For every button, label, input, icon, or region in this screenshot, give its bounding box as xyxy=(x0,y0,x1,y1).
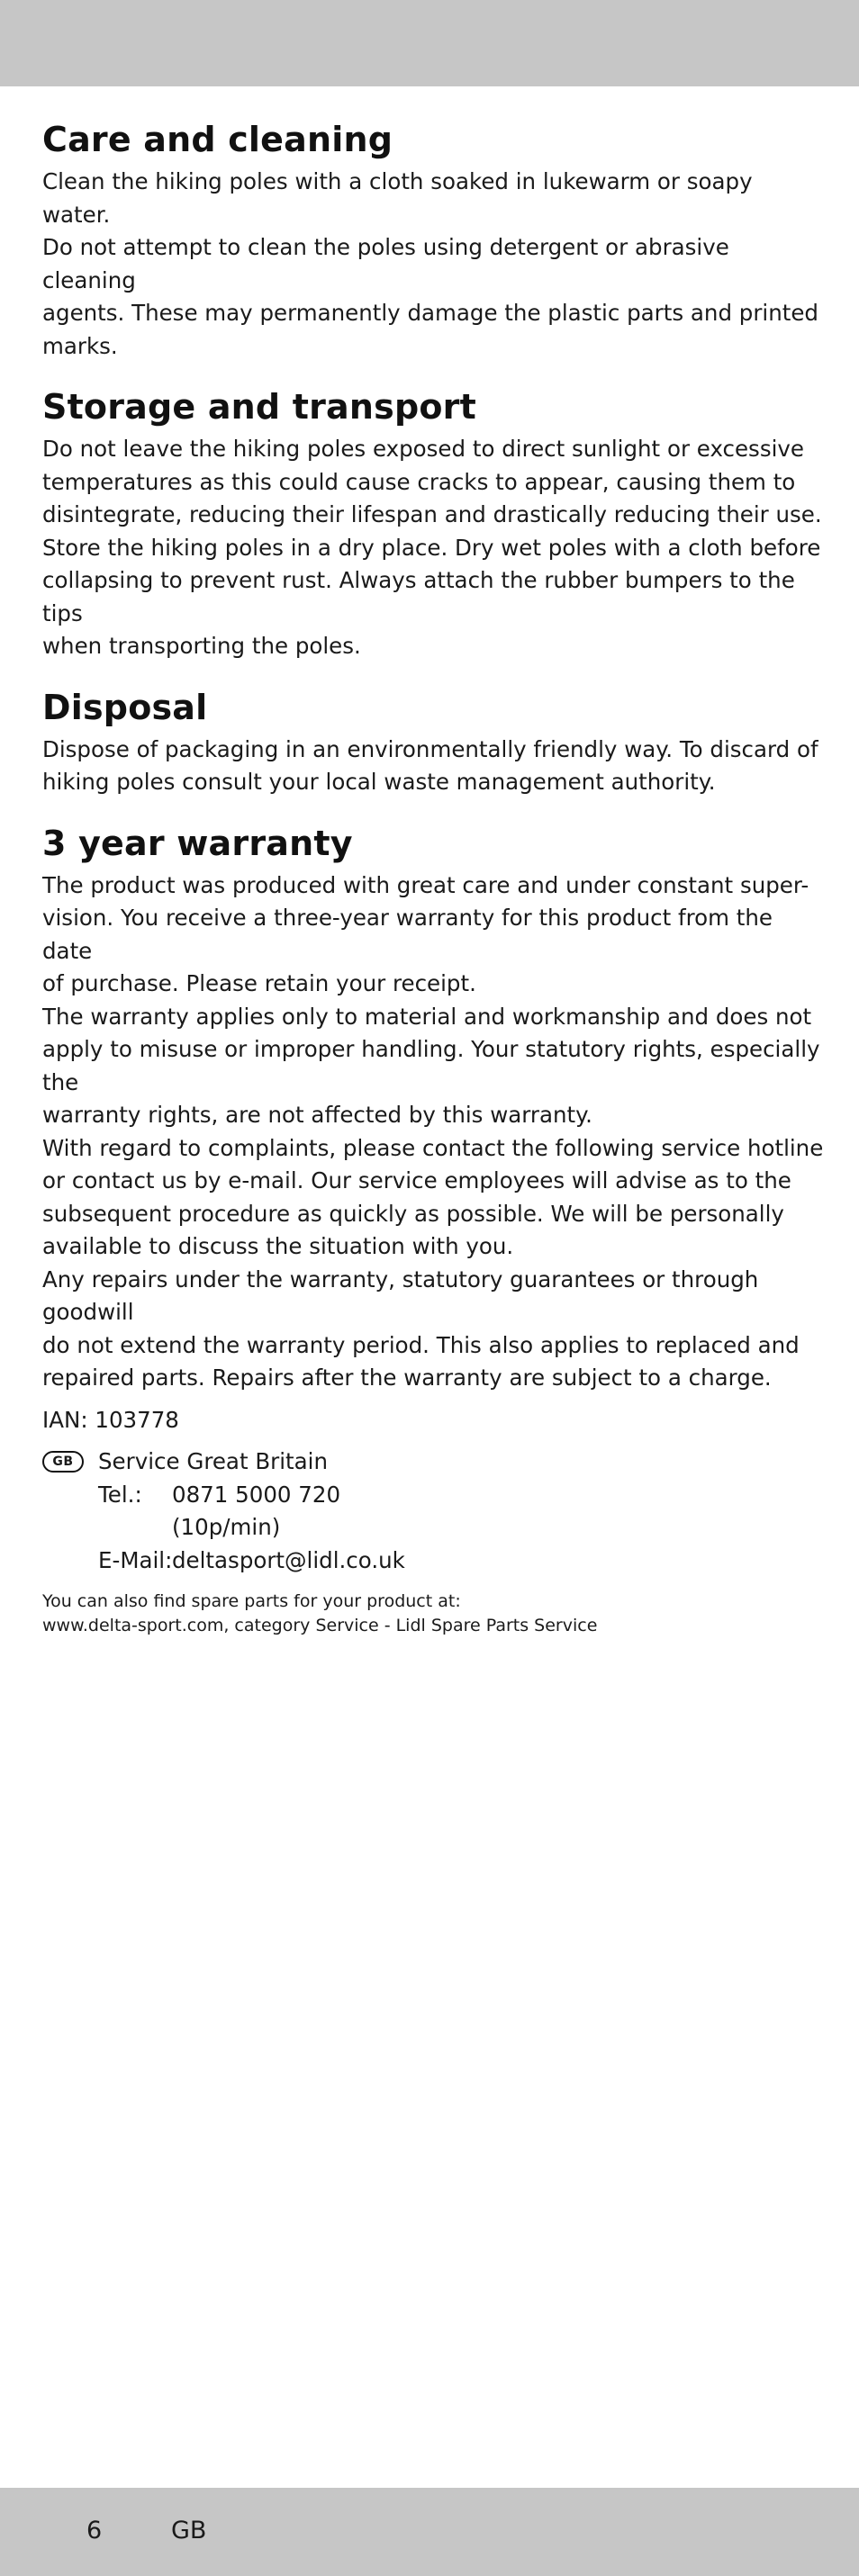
spare-parts-line: You can also find spare parts for your product at: xyxy=(42,1591,461,1611)
service-rate-row xyxy=(98,1511,826,1545)
section-text: Do not leave the hiking poles exposed to direct sunlight or excessive temperatures as this could cause cracks to appear, causing them to disintegrate, reducing their lifespan and drastically reducing their use. Store the hiking poles in a dry place. Dry wet poles with a cloth before collapsing to prevent rust. Always attach the rubber bumpers to the tips when transporting the poles. xyxy=(42,436,822,659)
country-badge: GB xyxy=(42,1451,84,1473)
section-heading: Storage and transport xyxy=(42,387,476,427)
section-warranty xyxy=(42,823,826,1395)
service-email-row xyxy=(98,1545,826,1578)
spare-parts-note xyxy=(42,1590,826,1638)
tel-label: Tel.: xyxy=(98,1481,142,1508)
document-body xyxy=(42,119,826,1638)
header-band xyxy=(0,0,859,86)
tel-number: 0871 5000 720 xyxy=(172,1481,341,1508)
service-contact xyxy=(42,1446,826,1577)
section-care-and-cleaning xyxy=(42,119,826,363)
service-title-row xyxy=(98,1446,826,1479)
language-code: GB xyxy=(171,2517,207,2544)
service-title: Service Great Britain xyxy=(98,1448,328,1474)
email-label: E-Mail: xyxy=(98,1546,173,1573)
section-text: Clean the hiking poles with a cloth soaked in lukewarm or soapy water. Do not attempt to clean the poles using detergent or abrasive cleaning agents. These may permanently damage the plastic parts and printed marks. xyxy=(42,168,818,359)
tel-rate: (10p/min) xyxy=(172,1514,281,1540)
service-tel-row xyxy=(98,1479,826,1512)
page-number: 6 xyxy=(86,2517,103,2544)
email-address: deltasport@lidl.co.uk xyxy=(172,1546,405,1573)
section-heading: 3 year warranty xyxy=(42,823,353,863)
spare-parts-url-line: www.delta-sport.com, category Service - Lidl Spare Parts Service xyxy=(42,1616,598,1635)
section-text: The product was produced with great care and under constant super- vision. You receive a three-year warranty for this product from the date of purchase. Please retain your receipt. The warranty applies only to material and workmanship and does not apply to misuse or improper handling. Your statutory rights, especially the warranty rights, are not affected by this warranty. With regard to complaints, please contact the following service hotline or contact us by e-mail. Our service employees will advise as to the subsequent procedure as quickly as possible. We will be personally available to discuss the situation with you. Any repairs under the warranty, statutory guarantees or through goodwill do not extend the warranty period. This also applies to replaced and repaired parts. Repairs after the warranty are subject to a charge. xyxy=(42,871,824,1391)
section-disposal xyxy=(42,687,826,799)
footer-band xyxy=(0,2488,859,2576)
section-storage-and-transport xyxy=(42,386,826,663)
section-heading: Care and cleaning xyxy=(42,120,393,159)
section-heading: Disposal xyxy=(42,687,208,727)
ian-number: IAN: 103778 xyxy=(42,1406,179,1433)
section-text: Dispose of packaging in an environmentally friendly way. To discard of hiking poles consult your local waste management authority. xyxy=(42,735,818,795)
